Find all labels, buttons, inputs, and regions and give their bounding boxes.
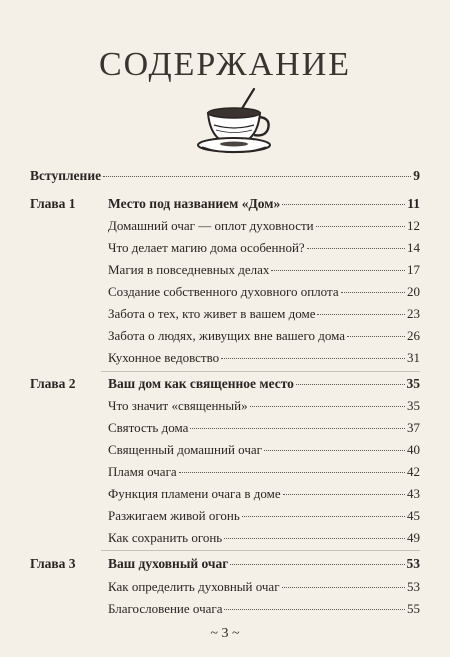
toc-entry-page: 12 [407,218,420,233]
dot-leader [250,397,405,407]
toc-entry-label: Домашний очаг — оплот духовности [108,218,314,233]
dot-leader [296,375,405,385]
toc-entry-label: Что значит «священный» [108,398,248,413]
chapter-title: Ваш дом как священное место [108,376,294,391]
toc-entry[interactable] [108,328,420,344]
chapter-title: Место под названием «Дом» [108,196,281,211]
dot-leader [221,349,405,359]
toc-entry[interactable] [108,601,420,617]
toc-entry-page: 26 [407,328,420,343]
page-number: ~ 3 ~ [210,626,240,641]
dot-leader [283,485,405,495]
toc-entry-label: Магия в повседневных делах [108,262,270,277]
toc-entry[interactable] [108,398,420,414]
dot-leader [190,419,405,429]
toc-entry-label: Священный домашний очаг [108,442,262,457]
dot-leader [271,261,405,271]
toc-entry-page: 23 [407,306,420,321]
toc-entry-label: Что делает магию дома особенной? [108,240,305,255]
toc-entry-page: 53 [407,579,420,594]
dot-leader [347,327,405,337]
toc-entry[interactable] [108,420,420,436]
toc-entry-page: 45 [407,508,420,523]
dot-leader [103,167,411,177]
toc-entry-label: Создание собственного духовного оплота [108,284,339,299]
toc-entry[interactable] [108,262,420,278]
chapter-label: Глава 1 [30,196,76,211]
toc-entry-page: 17 [407,262,420,277]
dot-leader [264,441,405,451]
chapter-page: 35 [406,376,420,391]
toc-entry-page: 43 [407,486,420,501]
toc-entry-label: Кухонное ведовство [108,350,220,365]
divider [101,371,420,372]
toc-entry[interactable] [108,579,420,595]
chapter-page: 53 [406,556,420,571]
dot-leader [282,195,405,205]
toc-entry[interactable] [108,306,420,322]
toc-entry-label: Как сохранить огонь [108,530,223,545]
page-title: СОДЕРЖАНИЕ [98,46,352,83]
toc-entry-intro[interactable] [30,168,420,184]
toc-entry[interactable] [108,218,420,234]
toc-entry-label: Забота о тех, кто живет в вашем доме [108,306,316,321]
toc-entry-label: Пламя очага [108,464,177,479]
toc-entry-label: Святость дома [108,420,189,435]
toc-entry[interactable] [108,284,420,300]
chapter-label: Глава 2 [30,376,76,391]
toc-entry[interactable] [108,486,420,502]
dot-leader [316,217,405,227]
toc-chapter-2[interactable] [108,376,420,392]
toc-entry-page: 40 [407,442,420,457]
dot-leader [341,283,405,293]
dot-leader [282,578,405,588]
toc-chapter-1[interactable] [108,196,420,212]
toc-entry[interactable] [108,240,420,256]
toc-entry[interactable] [108,508,420,524]
toc-entry-page: 55 [407,601,420,616]
toc-entry-label: Разжигаем живой огонь [108,508,240,523]
dot-leader [230,555,404,565]
toc-entry-page: 35 [407,398,420,413]
toc-entry-page: 14 [407,240,420,255]
dot-leader [317,305,405,315]
toc-entry-page: 20 [407,284,420,299]
toc-entry-label: Функция пламени очага в доме [108,486,281,501]
chapter-title: Ваш духовный очаг [108,556,229,571]
chapter-page: 11 [407,196,420,211]
toc-entry[interactable] [108,350,420,366]
teacup-icon [194,85,274,157]
toc-entry-page: 31 [407,350,420,365]
dot-leader [307,239,405,249]
toc-entry-label: Как определить духовный очаг [108,579,280,594]
toc-entry-page: 42 [407,464,420,479]
dot-leader [224,600,405,610]
toc-entry-page: 37 [407,420,420,435]
dot-leader [179,463,405,473]
dot-leader [224,529,405,539]
toc-entry-page: 9 [413,168,420,183]
toc-entry[interactable] [108,464,420,480]
toc-entry[interactable] [108,442,420,458]
toc-entry-page: 49 [407,530,420,545]
chapter-label: Глава 3 [30,556,76,571]
toc-entry-label: Благословение очага [108,601,223,616]
toc-chapter-3[interactable] [108,556,420,572]
toc-entry[interactable] [108,530,420,546]
divider [101,550,420,551]
toc-entry-label: Забота о людях, живущих вне вашего дома [108,328,345,343]
dot-leader [242,507,405,517]
toc-entry-label: Вступление [30,168,102,183]
